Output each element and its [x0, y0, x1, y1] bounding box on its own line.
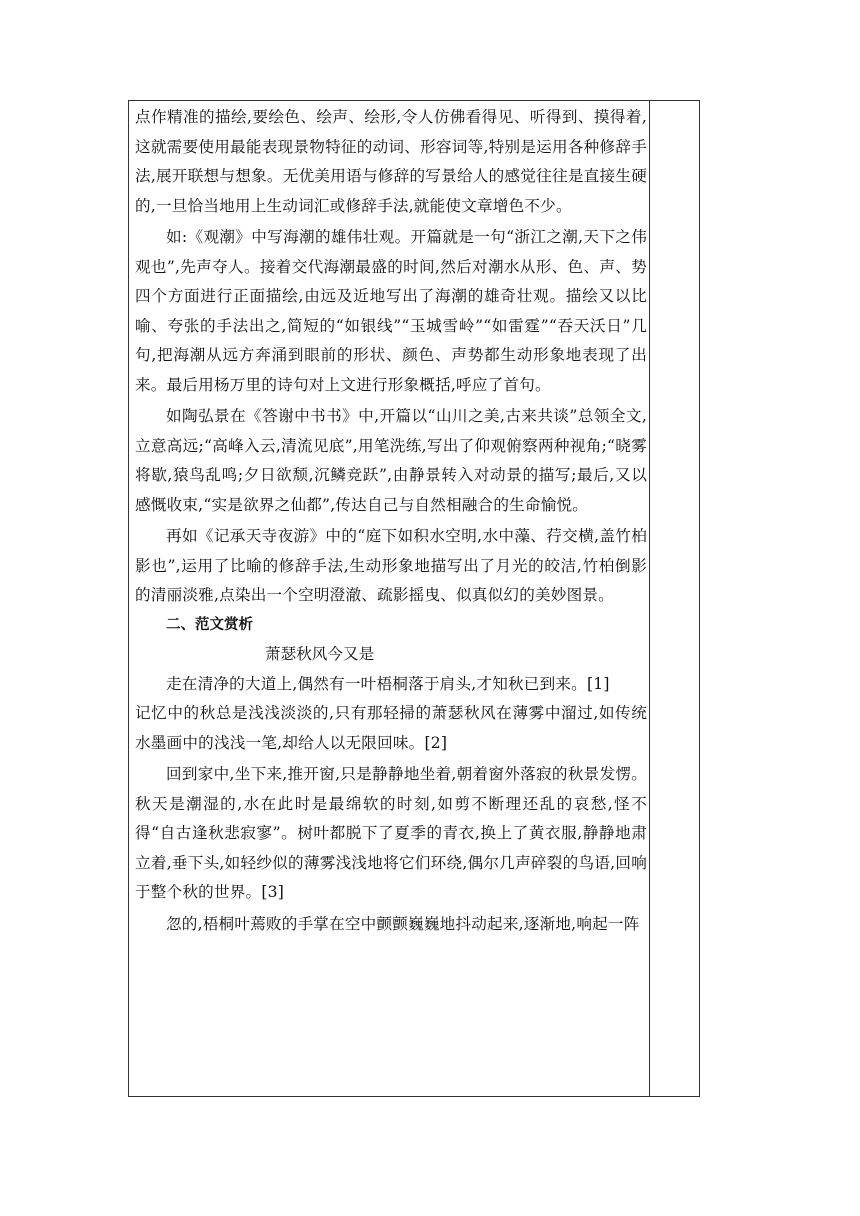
main-cell: [135, 103, 647, 939]
paragraph-dazhaxie-example: 如陶弘景在《答谢中书书》中,开篇以“山川之美,古来共谈”总领全文,立意高远;“高峰入云,清流见底”,用笔洗练,写出了仰观俯察两种视角;“晓雾将歇,猿鸟乱鸣;夕日欲颓,沉鳞竞跃”,由静景转入对动景的描写;最后,又以感慨收束,“实是欲界之仙都”,传达自己与自然相融合的生命愉悦。: [135, 407, 647, 514]
essay-paragraph-2: 回到家中,坐下来,推开窗,只是静静地坐着,朝着窗外落寂的秋景发愣。秋天是潮湿的,水在此时是最绵软的时刻,如剪不断理还乱的哀愁,怪不得“自古逢秋悲寂寥”。树叶都脱下了夏季的青衣,换上了黄衣服,静静地肃立着,垂下头,如轻纱似的薄雾浅浅地将它们环绕,偶尔几声碎裂的鸟语,回响于整个秋的世界。[3]: [135, 765, 647, 901]
paragraph-writing-method: 点作精准的描绘,要绘色、绘声、绘形,令人仿佛看得见、听得到、摸得着,这就需要使用最能表现景物特征的动词、形容词等,特别是运用各种修辞手法,展开联想与想象。无优美用语与修辞的写景给人的感觉往往是直接生硬的,一旦恰当地用上生动词汇或修辞手法,就能使文章增色不少。: [135, 108, 647, 215]
essay-title: 萧瑟秋风今又是: [265, 645, 375, 663]
essay-paragraph-1-line-1: 走在清净的大道上,偶然有一叶梧桐落于肩头,才知秋已到来。[1]: [166, 674, 610, 693]
table-column-divider: [649, 100, 650, 1097]
essay-paragraph-1-rest: 记忆中的秋总是浅浅淡淡的,只有那轻掃的萧瑟秋风在薄雾中溜过,如传统水墨画中的浅浅一笔,却给人以无限回味。[2]: [135, 704, 647, 752]
section-heading: 二、范文赏析: [166, 616, 253, 633]
paragraph-chengtiansi-example: 再如《记承天寺夜游》中的“庭下如积水空明,水中藻、荇交横,盖竹柏影也”,运用了比喻的修辞手法,生动形象地描写出了月光的皎洁,竹柏倒影的清丽淡雅,点染出一个空明澄澈、疏影摇曳、似真似幻的美妙图景。: [135, 527, 647, 604]
paragraph-guanchao-example: 如:《观潮》中写海潮的雄伟壮观。开篇就是一句“浙江之潮,天下之伟观也”,先声夺人。接着交代海潮最盛的时间,然后对潮水从形、色、声、势四个方面进行正面描绘,由远及近地写出了海潮的雄奇壮观。描绘又以比喻、夸张的手法出之,简短的“如银线”“玉城雪岭”“如雷霆”“吞天沃日”几句,把海潮从远方奔涌到眼前的形状、颜色、声势都生动形象地表现了出来。最后用杨万里的诗句对上文进行形象概括,呼应了首句。: [135, 228, 647, 394]
essay-paragraph-3: 忽的,梧桐叶蔫败的手掌在空中颤颤巍巍地抖动起来,逐渐地,响起一阵: [166, 914, 640, 933]
